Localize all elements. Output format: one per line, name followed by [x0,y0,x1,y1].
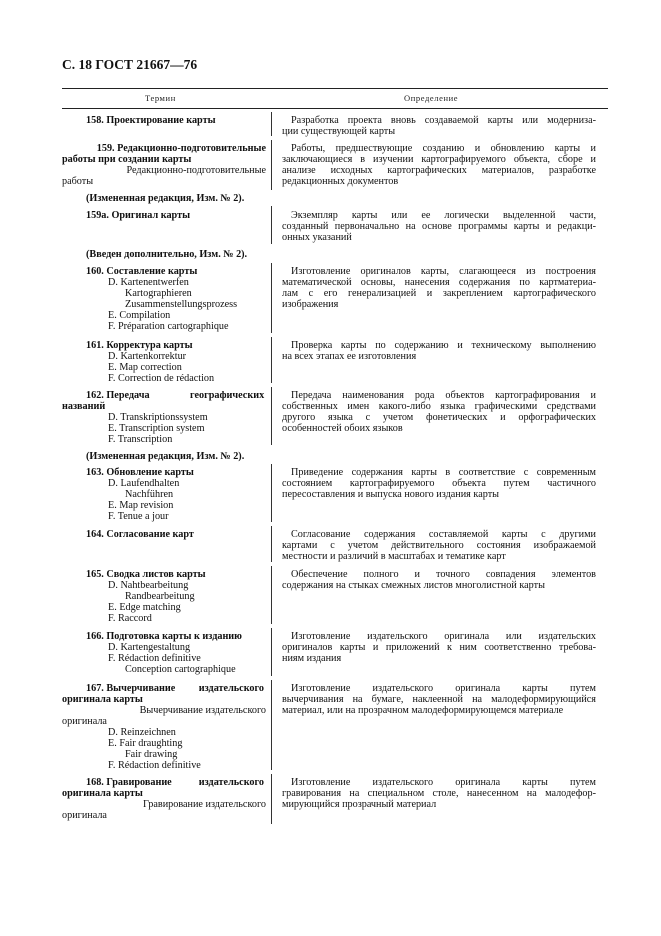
definition-text: содержания на стыках смежных листов многолистной карты [282,580,545,591]
term-title: 159а. Оригинал карты [86,210,191,221]
term-title: географических [190,390,265,401]
definition-text: математической основы, нанесения содержания по картматериа- [282,277,596,288]
term-synonym: работы [62,176,94,187]
column-divider [271,140,272,190]
definition-text: гравирования на специальном столе, нанесенном на малодефор- [282,788,596,799]
definition-text: Изготовление оригиналов карты, слагающееся из построения [291,266,596,277]
term-foreign: E. Map correction [108,362,182,373]
definition-text: Экземпляр карты или ее логически выделенной части, [291,210,596,221]
term-synonym: Вычерчивание издательского [139,705,266,716]
term-foreign: E. Edge matching [108,602,181,613]
amendment-note: (Измененная редакция, Изм. № 2). [86,451,245,462]
term-synonym: Редакционно-подготовительные [126,165,266,176]
term-foreign: F. Rédaction definitive [108,760,201,771]
definition-text: анализе исходных картографических материалов, разработке [282,165,596,176]
definition-text: мирующийся прозрачный материал [282,799,437,810]
definition-text: ции существующей карты [282,126,396,137]
definition-text: Изготовление издательского оригинала или издательских [291,631,596,642]
term-title: 165. Сводка листов карты [86,569,206,580]
term-foreign: Zusammenstellungsprozess [125,299,238,310]
term-foreign: E. Map revision [108,500,174,511]
definition-text: Разработка проекта вновь создаваемой карты или модерниза- [291,115,596,126]
amendment-note: (Измененная редакция, Изм. № 2). [86,193,245,204]
term-title: работы при создании карты [62,154,192,165]
term-title: 159. Редакционно-подготовительные [96,143,266,154]
definition-text: Изготовление издательского оригинала карты путем [291,777,596,788]
term-foreign: Fair drawing [125,749,178,760]
definition-text: онных указаний [282,232,352,243]
definition-text: созданный первоначально на основе программы карты и редакци- [282,221,596,232]
term-synonym: оригинала [62,716,107,727]
term-foreign: F. Correction de rédaction [108,373,215,384]
term-title: 167. Вычерчивание [86,683,176,694]
term-title: 164. Согласование карт [86,529,194,540]
term-title: издательского [198,683,264,694]
term-title: 168. Гравирование [86,777,172,788]
term-title: 161. Корректура карты [86,340,193,351]
definition-text: Изготовление издательского оригинала карты путем [291,683,596,694]
definition-text: материал, или на прозрачном малодеформирующемся материале [282,705,564,716]
term-foreign: D. Transkriptionssystem [108,412,208,423]
term-title: оригинала карты [62,788,143,799]
term-title: 160. Составление карты [86,266,198,277]
term-foreign: D. Kartenentwerfen [108,277,189,288]
amendment-note: (Введен дополнительно, Изм. № 2). [86,249,248,260]
term-foreign: D. Laufendhalten [108,478,180,489]
table-header-rule [62,108,608,109]
definition-text: местности и различий в масштабах и тематике карт [282,551,506,562]
term-synonym: оригинала [62,810,107,821]
definition-text: пересоставления и выпуска нового издания карты [282,489,499,500]
term-foreign: Conception cartographique [125,664,236,675]
definition-text: другого языка с учетом фонетических и орфографических [282,412,596,423]
definition-text: Приведение содержания карты в соответствие с современным [291,467,596,478]
term-foreign: E. Compilation [108,310,171,321]
term-title: 162. Передача [86,390,150,401]
definition-text: ниям издания [282,653,342,664]
definition-text: Работы, предшествующие созданию и обновлению карты и [291,143,596,154]
definition-text: редакционных документов [282,176,399,187]
term-foreign: Kartographieren [125,288,192,299]
definition-text: вычерчивания на бумаге, наклеенной на малодеформирующийся [282,694,596,705]
page-header: С. 18 ГОСТ 21667—76 [62,57,198,72]
definition-text: особенностей обоих языков [282,423,403,434]
term-title: 163. Обновление карты [86,467,194,478]
term-title: издательского [198,777,264,788]
term-foreign: D. Kartenkorrektur [108,351,187,362]
definition-text: оригиналов карты и приложений к ним соответственно требова- [282,642,596,653]
definition-text: на всех этапах ее изготовления [282,351,417,362]
definition-text: состоянием картографируемого объекта путем частичного [282,478,596,489]
term-title: названий [62,401,106,412]
definition-text: собственных имен какого-либо языка графическими средствами [282,401,596,412]
term-foreign: F. Préparation cartographique [108,321,229,332]
definition-text: изображения [282,299,339,310]
term-title: 166. Подготовка карты к изданию [86,631,242,642]
definition-text: Обеспечение полного и точного совпадения элементов [291,569,596,580]
term-foreign: D. Nahtbearbeitung [108,580,189,591]
definition-text: Согласование содержания составляемой карты с другими [291,529,596,540]
term-foreign: F. Tenue a jour [108,511,169,522]
term-title: 158. Проектирование карты [86,115,216,126]
term-foreign: E. Fair draughting [108,738,183,749]
definition-text: Проверка карты по содержанию и техническому выполнению [291,340,596,351]
term-foreign: E. Transcription system [108,423,205,434]
term-foreign: F. Rédaction definitive [108,653,201,664]
definition-text: лам с его генерализацией и закреплением картографического [282,288,596,299]
term-synonym: Гравирование издательского [143,799,266,810]
table-top-rule [62,88,608,89]
definition-text: картами с учетом действительного состояния изображаемой [282,540,596,551]
term-foreign: F. Transcription [108,434,173,445]
column-header-term: Термин [145,93,176,103]
term-foreign: Randbearbeitung [125,591,195,602]
term-foreign: D. Reinzeichnen [108,727,176,738]
term-foreign: D. Kartengestaltung [108,642,191,653]
term-foreign: Nachführen [125,489,174,500]
column-header-definition: Определение [404,93,459,103]
term-foreign: F. Raccord [108,613,152,624]
definition-text: заключающиеся в изучении картографируемого объекта, сборе и [282,154,596,165]
definition-text: Передача наименования рода объектов картографирования и [291,390,596,401]
term-title: оригинала карты [62,694,143,705]
